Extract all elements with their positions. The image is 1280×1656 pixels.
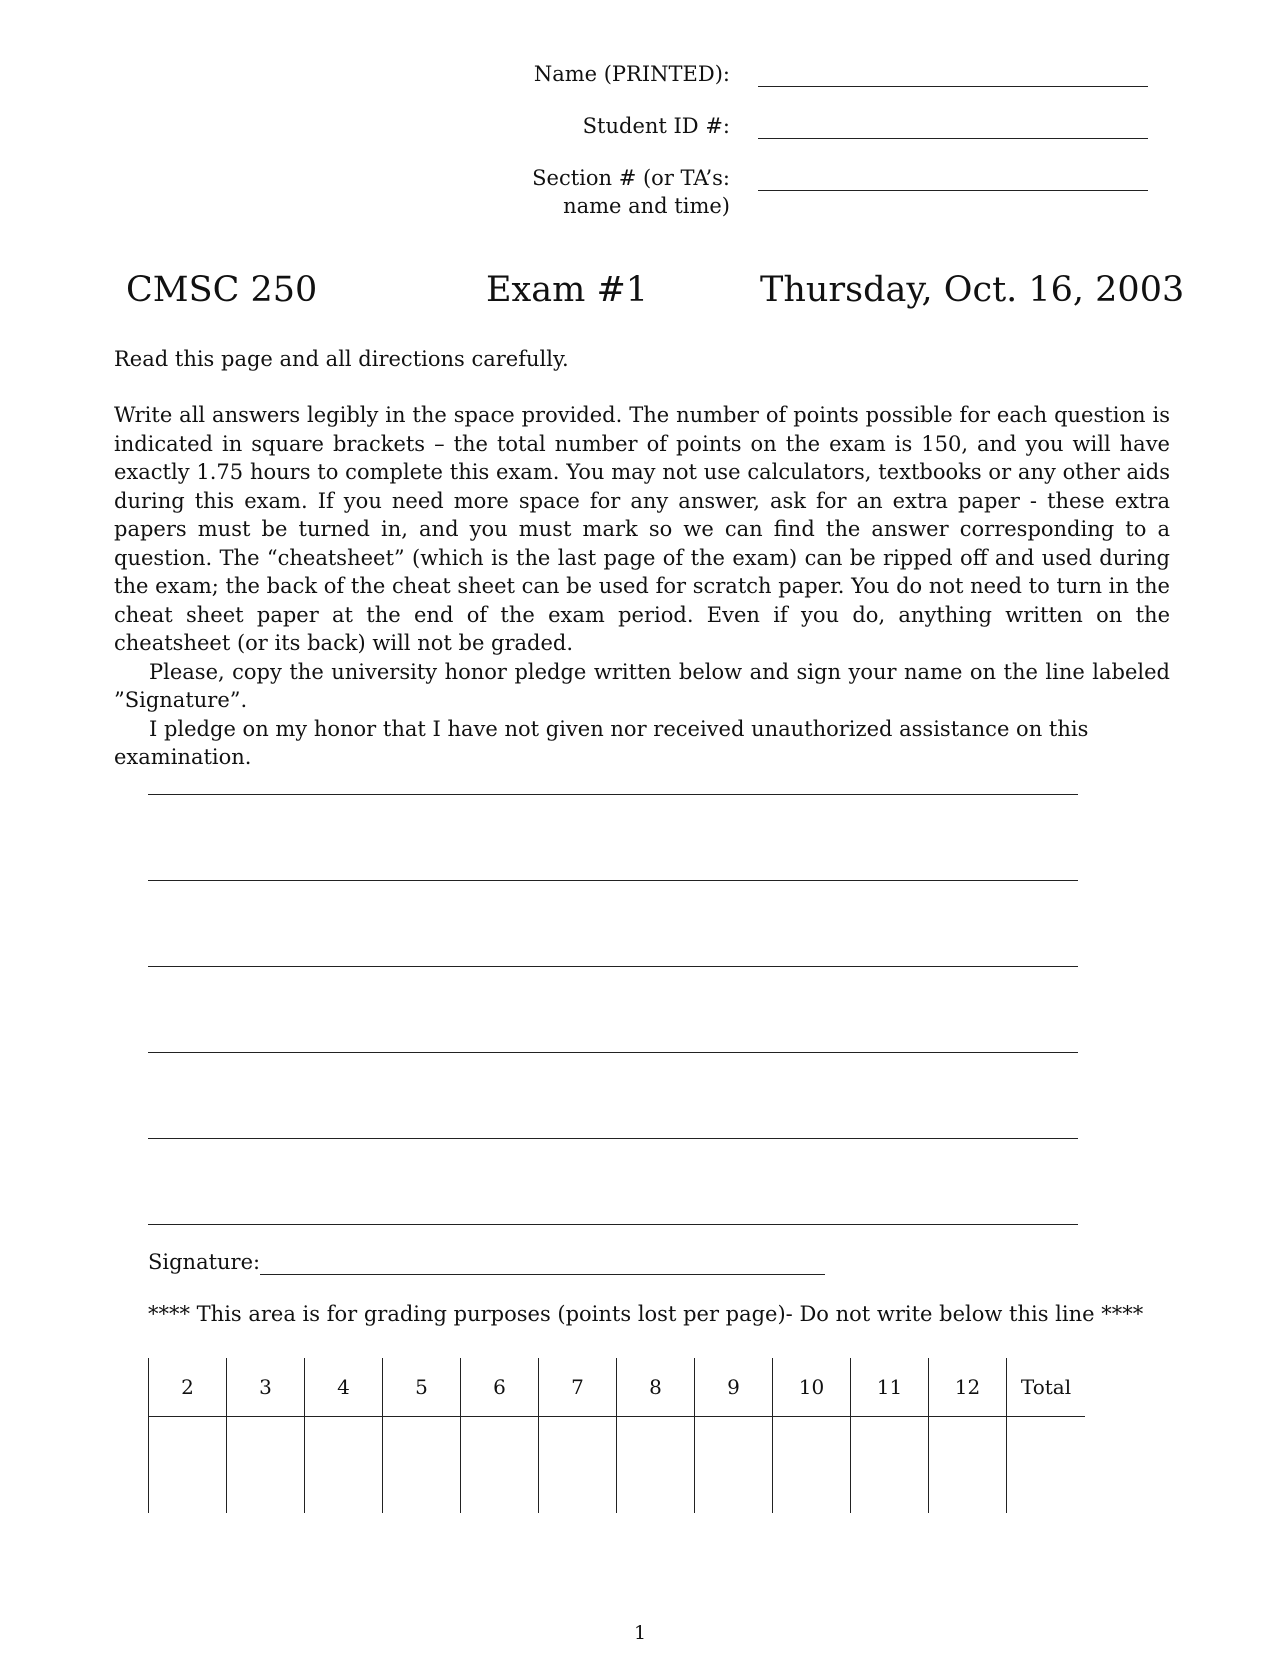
name-field-line[interactable] bbox=[758, 86, 1148, 87]
grade-col-header: 4 bbox=[305, 1358, 383, 1417]
grading-header-row bbox=[149, 1358, 1086, 1417]
grade-col-header: 5 bbox=[383, 1358, 461, 1417]
grade-col-header: 12 bbox=[929, 1358, 1007, 1417]
grade-cell[interactable] bbox=[461, 1417, 539, 1514]
pledge-copy-line[interactable] bbox=[148, 1224, 1078, 1225]
grade-cell[interactable] bbox=[227, 1417, 305, 1514]
pledge-instruction: Please, copy the university honor pledge written below and sign your name on the line labeled ”Signature”. bbox=[114, 659, 1170, 712]
grade-cell[interactable] bbox=[851, 1417, 929, 1514]
grade-col-header: 7 bbox=[539, 1358, 617, 1417]
grading-table bbox=[148, 1358, 1085, 1513]
student-id-field-line[interactable] bbox=[758, 138, 1148, 139]
grade-col-header: 11 bbox=[851, 1358, 929, 1417]
grade-total-header: Total bbox=[1007, 1358, 1086, 1417]
pledge-copy-line[interactable] bbox=[148, 880, 1078, 881]
signature-label: Signature: bbox=[148, 1250, 261, 1274]
grade-cell[interactable] bbox=[929, 1417, 1007, 1514]
grade-cell[interactable] bbox=[617, 1417, 695, 1514]
grade-col-header: 3 bbox=[227, 1358, 305, 1417]
grade-col-header: 9 bbox=[695, 1358, 773, 1417]
instructions-block bbox=[114, 401, 1170, 772]
instructions-paragraph: Write all answers legibly in the space provided. The number of points possible for each question is indicated in square brackets – the total number of points on the exam is 150, and you will have exactly 1.75 hours to complete this exam. You may not use calculators, textbooks or any other aids during this exam. If you need more space for any answer, ask for an extra paper - these extra papers must be turned in, and you must mark so we can find the answer corresponding to a question. The “cheatsheet” (which is the last page of the exam) can be ripped off and used during the exam; the back of the cheat sheet can be used for scratch paper. You do not need to turn in the cheat sheet paper at the end of the exam period. Even if you do, anything written on the cheatsheet (or its back) will not be graded. bbox=[114, 403, 1170, 655]
honor-pledge: I pledge on my honor that I have not given nor received unauthorized assistance on this examination. bbox=[114, 716, 1089, 769]
exam-title: Exam #1 bbox=[486, 270, 649, 310]
grade-col-header: 8 bbox=[617, 1358, 695, 1417]
grade-col-header: 2 bbox=[149, 1358, 227, 1417]
grade-col-header: 10 bbox=[773, 1358, 851, 1417]
pledge-copy-line[interactable] bbox=[148, 1138, 1078, 1139]
grade-total-cell[interactable] bbox=[1007, 1417, 1086, 1514]
grading-score-row bbox=[149, 1417, 1086, 1514]
course-title: CMSC 250 bbox=[126, 270, 318, 310]
pledge-copy-line[interactable] bbox=[148, 966, 1078, 967]
student-id-label: Student ID #: bbox=[582, 114, 730, 138]
grading-note: **** This area is for grading purposes (points lost per page)- Do not write below this line **** bbox=[148, 1302, 1144, 1326]
section-label-line1: Section # (or TA’s: bbox=[532, 166, 730, 190]
grade-cell[interactable] bbox=[149, 1417, 227, 1514]
signature-line[interactable] bbox=[260, 1274, 825, 1275]
grade-cell[interactable] bbox=[773, 1417, 851, 1514]
instructions-intro: Read this page and all directions carefully. bbox=[114, 347, 569, 371]
grade-col-header: 6 bbox=[461, 1358, 539, 1417]
pledge-copy-line[interactable] bbox=[148, 1052, 1078, 1053]
pledge-copy-line[interactable] bbox=[148, 794, 1078, 795]
section-label-line2: name and time) bbox=[563, 194, 730, 218]
grade-cell[interactable] bbox=[305, 1417, 383, 1514]
name-label: Name (PRINTED): bbox=[533, 62, 730, 86]
page-number: 1 bbox=[633, 1622, 647, 1644]
exam-date: Thursday, Oct. 16, 2003 bbox=[760, 270, 1185, 310]
grade-cell[interactable] bbox=[383, 1417, 461, 1514]
section-field-line[interactable] bbox=[758, 190, 1148, 191]
grade-cell[interactable] bbox=[695, 1417, 773, 1514]
grade-cell[interactable] bbox=[539, 1417, 617, 1514]
